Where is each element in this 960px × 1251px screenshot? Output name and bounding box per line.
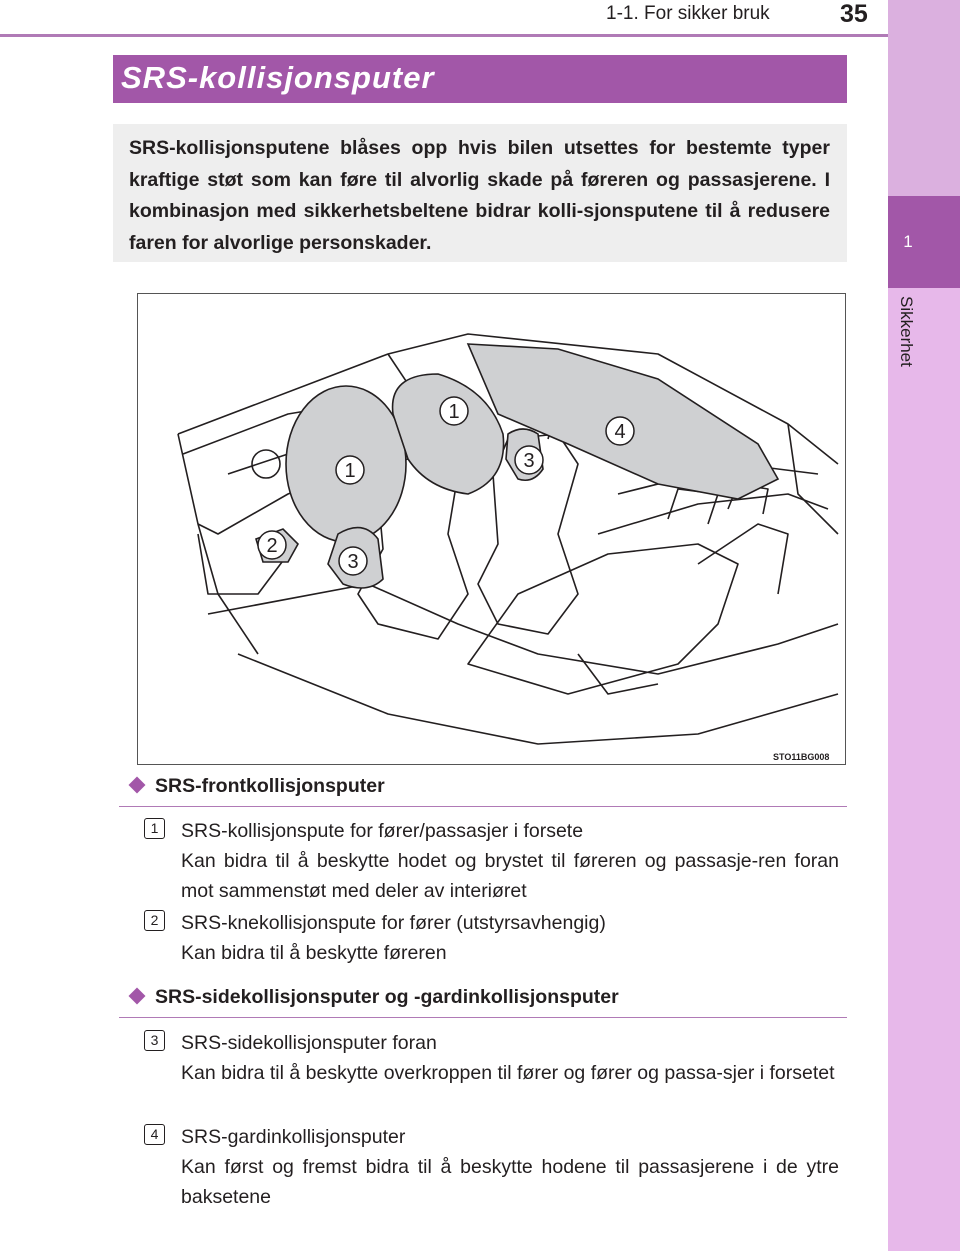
svg-text:3: 3: [523, 450, 535, 472]
item-description: Kan først og fremst bidra til å beskytte hodene til passasjerene i de ytre baksetene: [181, 1156, 839, 1208]
item-title: SRS-gardinkollisjonsputer: [181, 1126, 406, 1148]
callout-2-knee: [258, 531, 286, 559]
callout-3-side-passenger: [515, 446, 543, 474]
section-rule: [119, 1017, 847, 1018]
item-description: Kan bidra til å beskytte føreren: [181, 942, 447, 964]
callout-1-front-passenger: [440, 397, 468, 425]
intro-text: SRS-kollisjonsputene blåses opp hvis bilen utsettes for bestemte typer kraftige støt som kan føre til alvorlig skade på føreren og passasjerene. I kombinasjon med sikkerhetsbeltene bidrar kolli-sjonsputene til å redusere faren for alvorlige personskader.: [129, 137, 830, 254]
callout-1-front-driver: [336, 456, 364, 484]
svg-text:3: 3: [347, 551, 359, 573]
item-number-badge: 4: [144, 1124, 165, 1145]
item-number-badge: 3: [144, 1030, 165, 1051]
item-description: Kan bidra til å beskytte hodet og brystet til føreren og passasje-ren foran mot sammenstøt med deler av interiøret: [181, 850, 839, 902]
svg-text:1: 1: [448, 401, 460, 423]
item-title: SRS-kollisjonspute for fører/passasjer i forsete: [181, 820, 584, 842]
airbag-illustration: [137, 293, 846, 765]
chapter-label: Sikkerhet: [897, 296, 916, 367]
section-heading-side: SRS-sidekollisjonsputer og -gardinkollisjonsputer: [131, 986, 619, 1009]
page-title: SRS-kollisjonsputer: [121, 60, 435, 95]
section-rule: [119, 806, 847, 807]
chapter-number: 1: [903, 232, 913, 251]
svg-text:2: 2: [266, 535, 278, 557]
item-title: SRS-sidekollisjonsputer foran: [181, 1032, 437, 1054]
car-interior-drawing: [138, 294, 845, 764]
section-heading-front: SRS-frontkollisjonsputer: [131, 775, 385, 798]
diamond-bullet-icon: [129, 777, 146, 794]
page-number: 35: [840, 0, 868, 28]
figure-code: STO11BG008: [773, 752, 830, 762]
callout-4-curtain: [606, 417, 634, 445]
item-description: Kan bidra til å beskytte overkroppen til fører og fører og passa-sjer i forsetet: [181, 1062, 835, 1084]
item-side-airbag: [181, 1028, 839, 1088]
item-curtain-airbag: [181, 1122, 839, 1212]
item-knee-airbag: [181, 908, 839, 968]
header-rule: [0, 34, 888, 37]
diamond-bullet-icon: [129, 988, 146, 1005]
item-front-airbag: [181, 816, 839, 906]
item-number-badge: 2: [144, 910, 165, 931]
callout-3-side-driver: [339, 547, 367, 575]
item-number-badge: 1: [144, 818, 165, 839]
chapter-sidebar-top: [888, 0, 960, 196]
item-title: SRS-knekollisjonspute for fører (utstyrsavhengig): [181, 912, 606, 934]
section-title: 1-1. For sikker bruk: [606, 3, 770, 24]
svg-text:1: 1: [344, 460, 356, 482]
svg-text:4: 4: [614, 421, 626, 443]
